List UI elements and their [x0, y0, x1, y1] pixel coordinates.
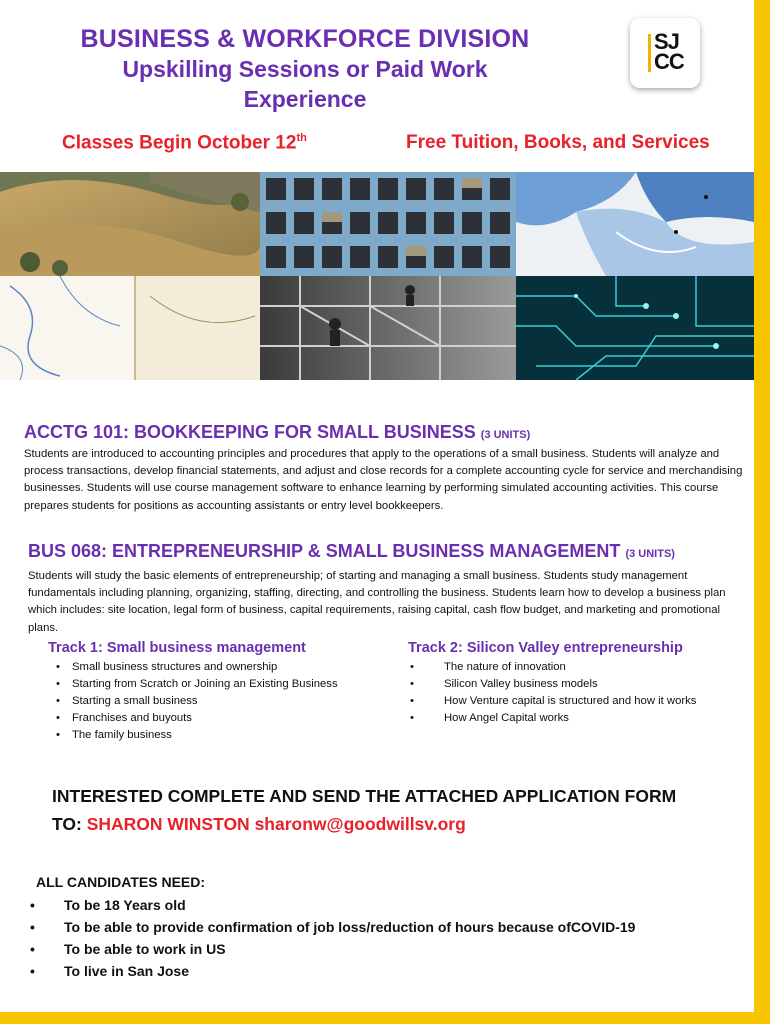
map-outline-photo	[0, 276, 260, 380]
bus-description: Students will study the basic elements of entrepreneurship; of starting and managing a small business. Students study management fundamentals including planning, organizing, staffing, directing, and controlling the business. Students learn how to develop a business plan which includes: site location, legal form of business, capital requirements, raising capital, cash flow budget, and marketing and promotional plans.	[28, 570, 726, 634]
logo-letters-bottom: CC	[654, 49, 684, 74]
cta-line-2: TO: SHARON WINSTON sharonw@goodwillsv.org	[52, 814, 466, 834]
division-title: BUSINESS & WORKFORCE DIVISION	[80, 25, 530, 53]
building-windows-photo	[260, 172, 516, 276]
list-item: • To be 18 Years old	[30, 897, 186, 913]
list-item: • The nature of innovation	[410, 661, 566, 673]
list-item: • To be able to provide confirmation of job loss/reduction of hours because ofCOVID-19	[30, 919, 636, 935]
bus-units: (3 UNITS)	[625, 548, 675, 560]
contact-name: SHARON WINSTON	[86, 814, 250, 834]
list-item: • Silicon Valley business models	[410, 678, 598, 690]
requirements	[30, 874, 635, 982]
requirements-title: ALL CANDIDATES NEED:	[36, 874, 206, 890]
track-2	[408, 640, 696, 727]
list-item: • How Angel Capital works	[410, 712, 569, 724]
acctg-description: Students are introduced to accounting principles and procedures that apply to the operations of a small business. Students will analyze and process transactions, develop financial statements, and adjust and close records for a complete accounting cycle for service and merchandising businesses. Students will use course management software to enhance learning by performing simulated accounting activities. This course prepares students for positions as accounting assistants or entry level bookkeepers.	[24, 448, 743, 512]
call-to-action	[52, 782, 676, 838]
classes-begin: Classes Begin October 12th	[62, 132, 307, 154]
map-blue-photo	[516, 172, 754, 276]
bus-title: BUS 068: ENTREPRENEURSHIP & SMALL BUSINESS MANAGEMENT (3 UNITS)	[28, 541, 675, 561]
yellow-border-right	[754, 0, 770, 1024]
page-header	[0, 24, 610, 114]
hills-photo	[0, 172, 260, 276]
photo-collage	[0, 172, 754, 380]
track-2-title: Track 2: Silicon Valley entrepreneurship	[408, 640, 683, 656]
list-item: • Franchises and buyouts	[56, 712, 192, 724]
subtitle-line-1: Upskilling Sessions or Paid Work	[122, 56, 488, 82]
acctg-title: ACCTG 101: BOOKKEEPING FOR SMALL BUSINESS (3 UNITS)	[24, 422, 531, 442]
circuit-board-photo	[516, 276, 754, 380]
acctg-units: (3 UNITS)	[480, 429, 531, 441]
list-item: • How Venture capital is structured and how it works	[410, 695, 697, 707]
subtitle-line-2: Experience	[243, 86, 367, 112]
contact-email-link[interactable]: sharonw@goodwillsv.org	[254, 814, 466, 834]
sjcc-logo-icon	[630, 18, 700, 88]
scaffold-workers-photo	[260, 276, 516, 380]
yellow-border-bottom	[0, 1012, 770, 1024]
list-item: • The family business	[56, 729, 172, 741]
list-item: • Starting a small business	[56, 695, 198, 707]
free-tuition: Free Tuition, Books, and Services	[406, 132, 710, 153]
cta-line-1: INTERESTED COMPLETE AND SEND THE ATTACHED APPLICATION FORM	[52, 786, 677, 806]
list-item: • To live in San Jose	[30, 963, 190, 979]
logo-letters-top: SJ	[654, 29, 679, 54]
list-item: • Small business structures and ownership	[56, 661, 278, 673]
list-item: • To be able to work in US	[30, 941, 226, 957]
track-1-title: Track 1: Small business management	[48, 640, 306, 656]
list-item: • Starting from Scratch or Joining an Existing Business	[56, 678, 338, 690]
track-1	[48, 640, 338, 744]
